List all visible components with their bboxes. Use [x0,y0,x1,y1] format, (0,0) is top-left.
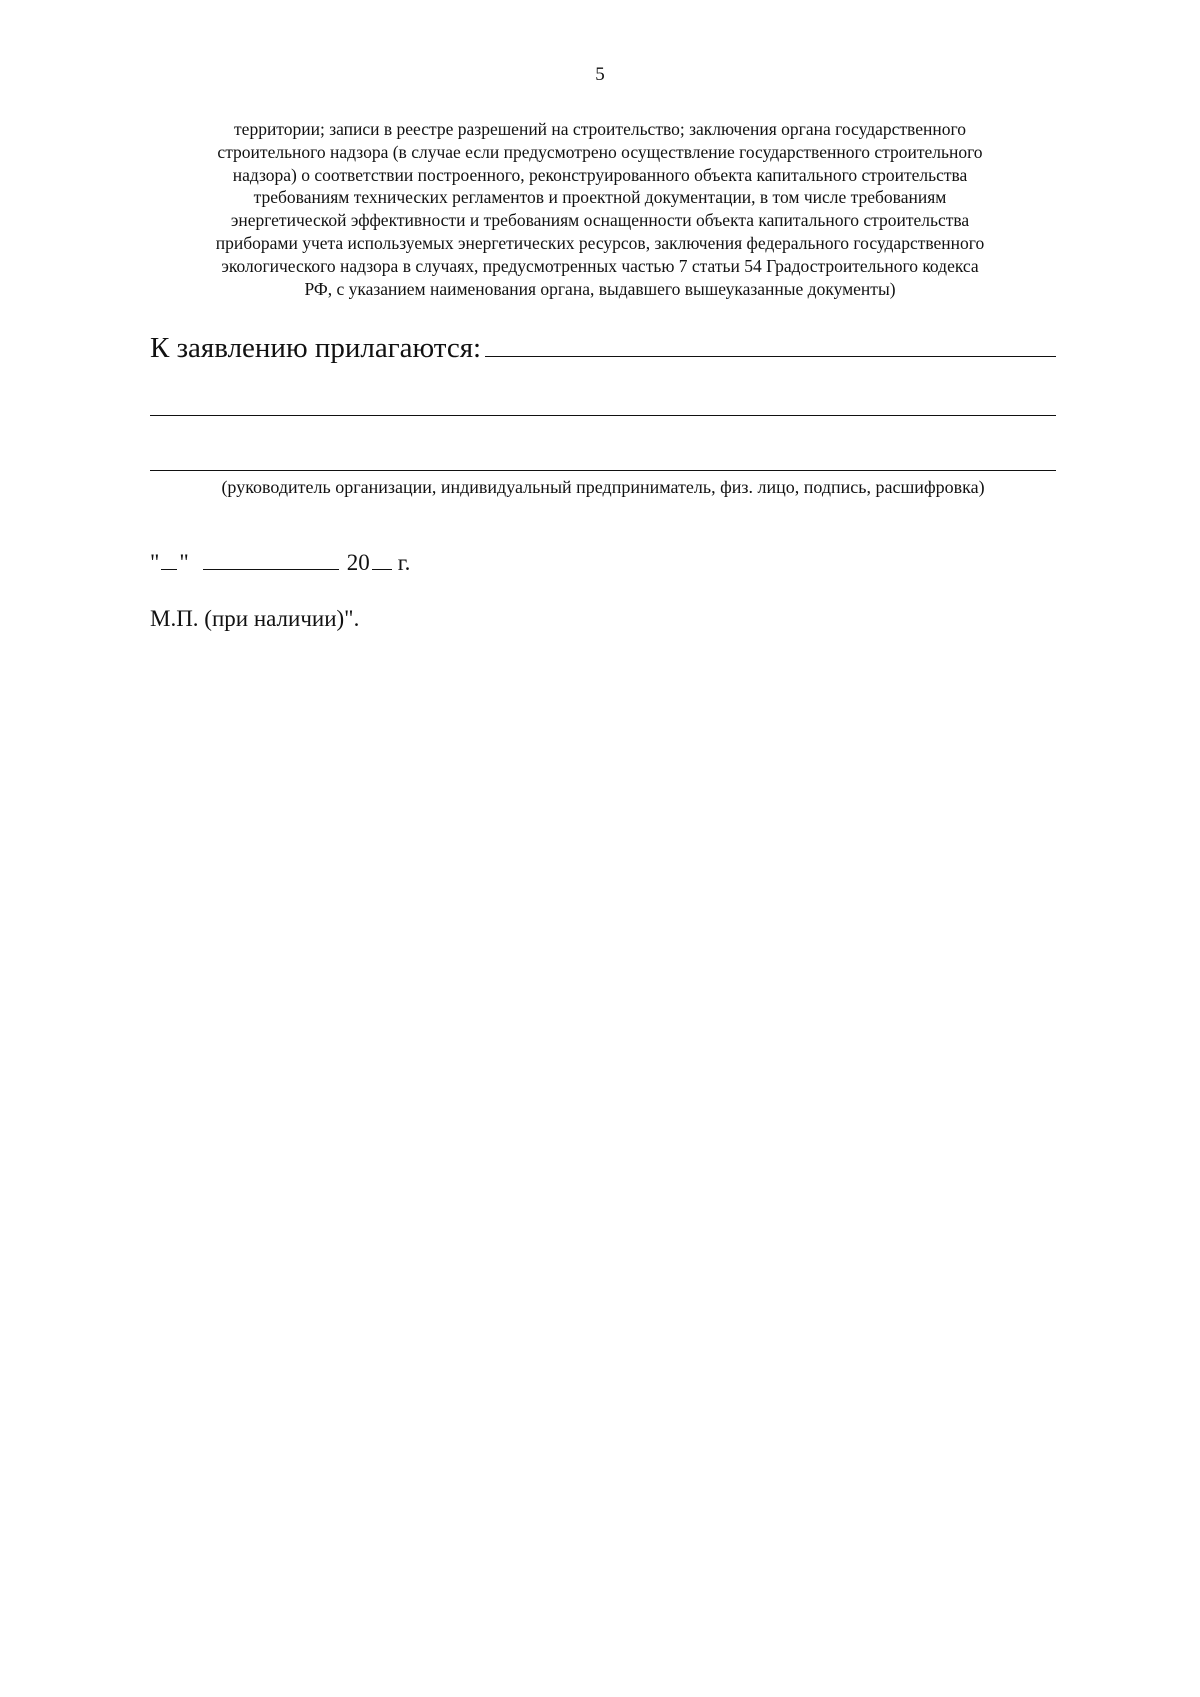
signature-caption: (руководитель организации, индивидуальный предприниматель, физ. лицо, подпись, расшифровка) [221,477,985,497]
signature-line[interactable] [150,470,1056,471]
note-line: строительного надзора (в случае если предусмотрено осуществление государственного строительного [217,141,983,162]
attachments-fill-line[interactable] [485,330,1056,357]
date-year-suffix: г. [397,550,411,575]
note-line: приборами учета используемых энергетических ресурсов, заключения федерального государственного [215,232,985,253]
note-line: энергетической эффективности и требованиям оснащенности объекта капитального строительства [230,210,970,231]
attachments-row [150,330,1056,365]
note-line: экологического надзора в случаях, предусмотренных частью 7 статьи 54 Градостроительного кодекса [221,255,979,276]
attachments-label: К заявлению прилагаются: [150,332,482,364]
seal-note: М.П. (при наличии)". [150,606,360,631]
note-line: требованиям технических регламентов и проектной документации, в том числе требованиям [253,187,947,208]
date-line [150,549,410,576]
date-year-blank[interactable] [372,549,392,570]
note-line: территории; записи в реестре разрешений на строительство; заключения органа государственного [234,119,966,139]
note-line: РФ, с указанием наименования органа, выдавшего вышеуказанные документы) [304,278,896,299]
note-line: надзора) о соответствии построенного, реконструированного объекта капитального строительства [232,164,968,185]
date-close-quote: " [179,550,189,575]
date-day-blank[interactable] [161,549,177,570]
documents-note [150,118,1050,300]
page-number: 5 [595,64,605,85]
date-century: 20 [346,550,370,575]
date-month-blank[interactable] [203,549,339,570]
date-open-quote: " [150,550,160,575]
attachments-fill-line-2[interactable] [150,415,1056,416]
